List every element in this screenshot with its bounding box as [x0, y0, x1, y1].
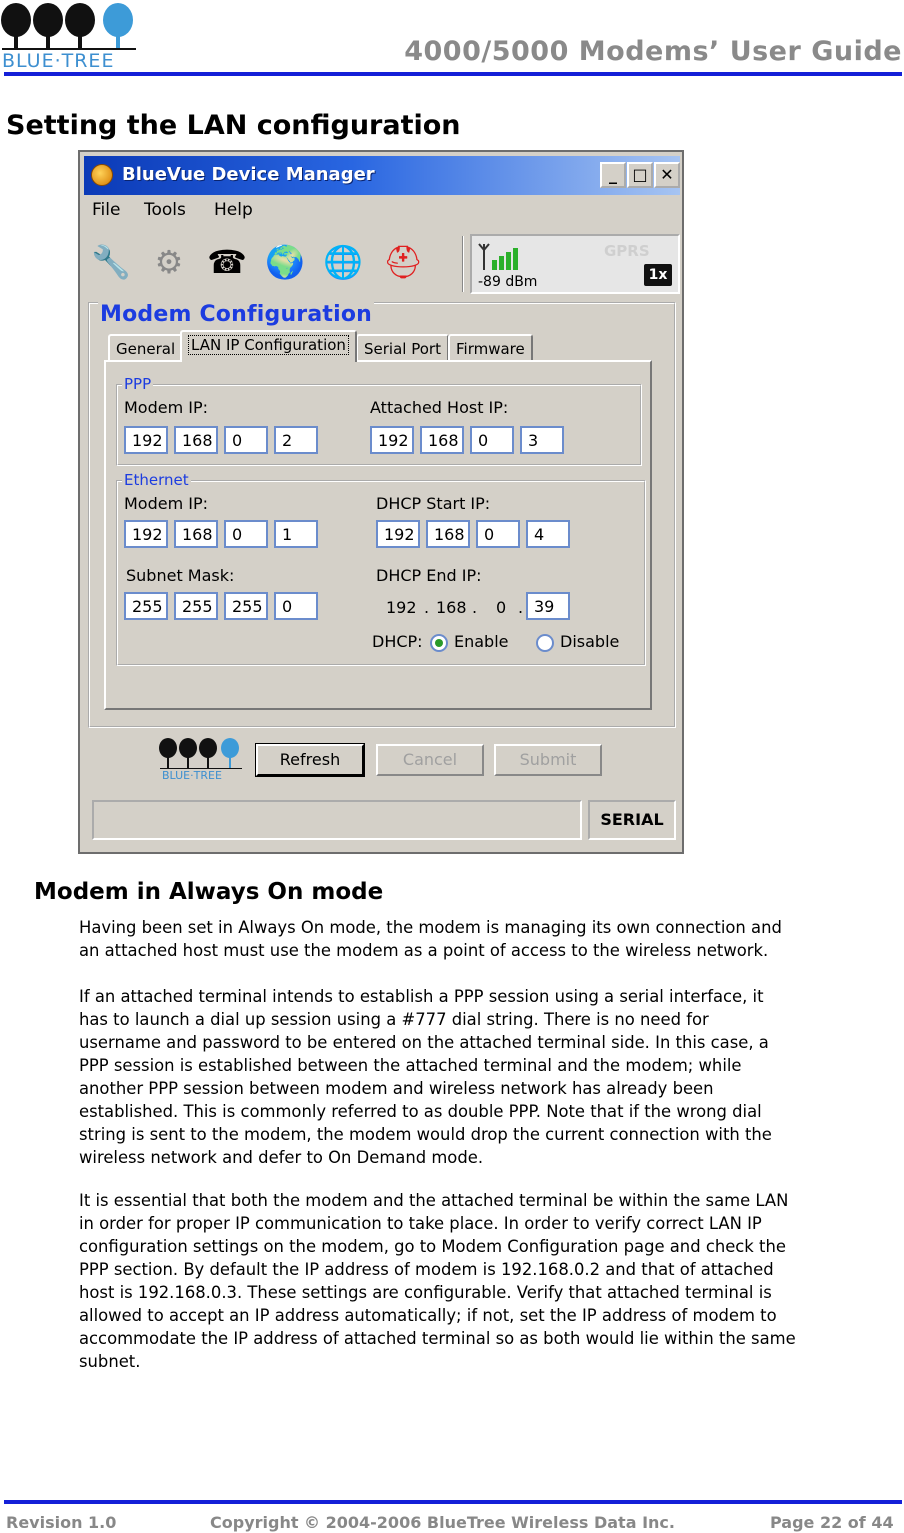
modem-config-title: Modem Configuration — [100, 302, 373, 327]
tab-lan-label: LAN IP Configuration — [188, 335, 349, 355]
globe-network-icon[interactable]: 🌐 — [323, 243, 363, 281]
header-divider — [4, 72, 902, 76]
tab-general[interactable]: General — [108, 334, 183, 362]
ppp-host-ip-octet-3[interactable]: 0 — [470, 426, 514, 454]
dhcp-start-octet-2[interactable]: 168 — [426, 520, 470, 548]
menu-file[interactable]: File — [92, 200, 121, 220]
dhcp-start-label: DHCP Start IP: — [376, 494, 491, 513]
help-lifebuoy-icon[interactable]: ⛑ — [382, 243, 424, 281]
device-manager-window — [78, 150, 684, 854]
dhcp-enable-radio[interactable] — [430, 634, 448, 652]
cancel-button[interactable]: Cancel — [376, 744, 484, 776]
footer-copyright: Copyright © 2004-2006 BlueTree Wireless Data Inc. — [210, 1513, 675, 1532]
dhcp-end-octet-3: 0 — [496, 598, 507, 617]
tools-wrench-icon[interactable]: 🔧 — [91, 243, 131, 281]
bluetree-logo — [0, 0, 140, 72]
bluetree-small-logo — [158, 736, 248, 786]
dhcp-end-octet-4[interactable]: 39 — [526, 592, 570, 620]
network-type: GPRS — [604, 242, 650, 260]
tab-serial-port[interactable]: Serial Port — [356, 334, 449, 362]
ppp-host-ip-label: Attached Host IP: — [370, 398, 509, 417]
paragraph-1: Having been set in Always On mode, the modem is managing its own connection and an attached host must use the modem as a point of access to the wireless network. — [79, 918, 782, 960]
window-title: BlueVue Device Manager — [122, 164, 375, 185]
dhcp-enable-label[interactable]: Enable — [454, 632, 509, 651]
menu-help[interactable]: Help — [214, 200, 253, 220]
logo-wordmark: BLUE·TREE — [2, 50, 115, 72]
refresh-button[interactable]: Refresh — [256, 744, 364, 776]
ppp-modem-ip-octet-2[interactable]: 168 — [174, 426, 218, 454]
ppp-modem-ip-octet-3[interactable]: 0 — [224, 426, 268, 454]
maximize-button[interactable]: □ — [627, 162, 653, 188]
telephone-icon[interactable]: ☎ — [207, 243, 247, 281]
onex-badge: 1x — [644, 264, 672, 286]
eth-modem-ip-label: Modem IP: — [124, 494, 209, 513]
menu-tools[interactable]: Tools — [144, 200, 186, 220]
dhcp-end-dot-1: . — [424, 598, 430, 617]
ppp-group-label: PPP — [124, 375, 152, 393]
section-title: Setting the LAN configuration — [6, 110, 461, 141]
minimize-button[interactable]: _ — [600, 162, 626, 188]
signal-bars-icon — [478, 242, 528, 272]
dhcp-end-dot-2: . — [472, 598, 478, 617]
paragraph-2: If an attached terminal intends to establish a PPP session using a serial interface, it has to launch a dial up session using a #777 dial string. There is no need for username and password to be entered on the attached terminal side. In this case, a PPP session is established between the attached terminal and the modem; while another PPP session between modem and wireless network has already been established. This is commonly referred to as double PPP. Note that if the wrong dial string is sent to the modem, the modem would drop the current connection with the wireless network and defer to On Demand mode. — [79, 987, 772, 1167]
ppp-modem-ip-octet-4[interactable]: 2 — [274, 426, 318, 454]
dhcp-start-octet-4[interactable]: 4 — [526, 520, 570, 548]
close-button[interactable]: ✕ — [654, 162, 680, 188]
dhcp-disable-label[interactable]: Disable — [560, 632, 620, 651]
subsection-title: Modem in Always On mode — [34, 879, 384, 905]
signal-status-panel — [470, 234, 680, 294]
ppp-modem-ip-label: Modem IP: — [124, 398, 209, 417]
dhcp-start-octet-3[interactable]: 0 — [476, 520, 520, 548]
dhcp-end-octet-2: 168 — [436, 598, 467, 617]
eth-modem-ip-octet-2[interactable]: 168 — [174, 520, 218, 548]
tab-lan-ip-configuration[interactable] — [180, 330, 357, 362]
dhcp-label: DHCP: — [372, 632, 423, 651]
status-bar — [92, 800, 582, 840]
submit-button[interactable]: Submit — [494, 744, 602, 776]
subnet-octet-3[interactable]: 255 — [224, 592, 268, 620]
eth-modem-ip-octet-4[interactable]: 1 — [274, 520, 318, 548]
footer-page: Page 22 of 44 — [770, 1513, 894, 1532]
eth-modem-ip-octet-3[interactable]: 0 — [224, 520, 268, 548]
ppp-modem-ip-octet-1[interactable]: 192 — [124, 426, 168, 454]
eth-modem-ip-octet-1[interactable]: 192 — [124, 520, 168, 548]
dhcp-end-dot-3: . — [518, 598, 524, 617]
dhcp-end-label: DHCP End IP: — [376, 566, 482, 585]
subnet-octet-2[interactable]: 255 — [174, 592, 218, 620]
subnet-mask-label: Subnet Mask: — [126, 566, 235, 585]
dhcp-disable-radio[interactable] — [536, 634, 554, 652]
window-titlebar[interactable] — [84, 156, 680, 195]
settings-gear-icon[interactable]: ⚙ — [154, 243, 184, 281]
footer-divider — [4, 1500, 902, 1504]
small-logo-wordmark: BLUE·TREE — [162, 769, 222, 782]
ppp-host-ip-octet-1[interactable]: 192 — [370, 426, 414, 454]
tab-firmware[interactable]: Firmware — [448, 334, 533, 362]
signal-level: -89 dBm — [478, 274, 538, 290]
lan-tab-panel — [104, 360, 652, 710]
subnet-octet-4[interactable]: 0 — [274, 592, 318, 620]
dhcp-start-octet-1[interactable]: 192 — [376, 520, 420, 548]
dhcp-end-octet-1: 192 — [386, 598, 417, 617]
paragraph-3: It is essential that both the modem and the attached terminal be within the same LAN in order for proper IP communication to take place. In order to verify correct LAN IP configuration settings on the modem, go to Modem Configuration page and check the PPP section. By default the IP address of modem is 192.168.0.2 and that of attached host is 192.168.0.3. These settings are configurable. Verify that attached terminal is allowed to accept an IP address automatically; if not, set the IP address of modem to accommodate the IP address of attached terminal so as both would lie within the same subnet. — [79, 1191, 796, 1371]
app-icon — [91, 164, 113, 186]
ppp-host-ip-octet-4[interactable]: 3 — [520, 426, 564, 454]
globe-phone-icon[interactable]: 🌍 — [265, 243, 305, 281]
toolbar — [86, 234, 680, 294]
footer-revision: Revision 1.0 — [6, 1513, 117, 1532]
subnet-octet-1[interactable]: 255 — [124, 592, 168, 620]
toolbar-separator — [462, 236, 464, 292]
ethernet-group-label: Ethernet — [124, 471, 189, 489]
document-title: 4000/5000 Modems’ User Guide — [404, 36, 902, 67]
connection-mode-indicator: SERIAL — [588, 800, 676, 840]
ppp-host-ip-octet-2[interactable]: 168 — [420, 426, 464, 454]
